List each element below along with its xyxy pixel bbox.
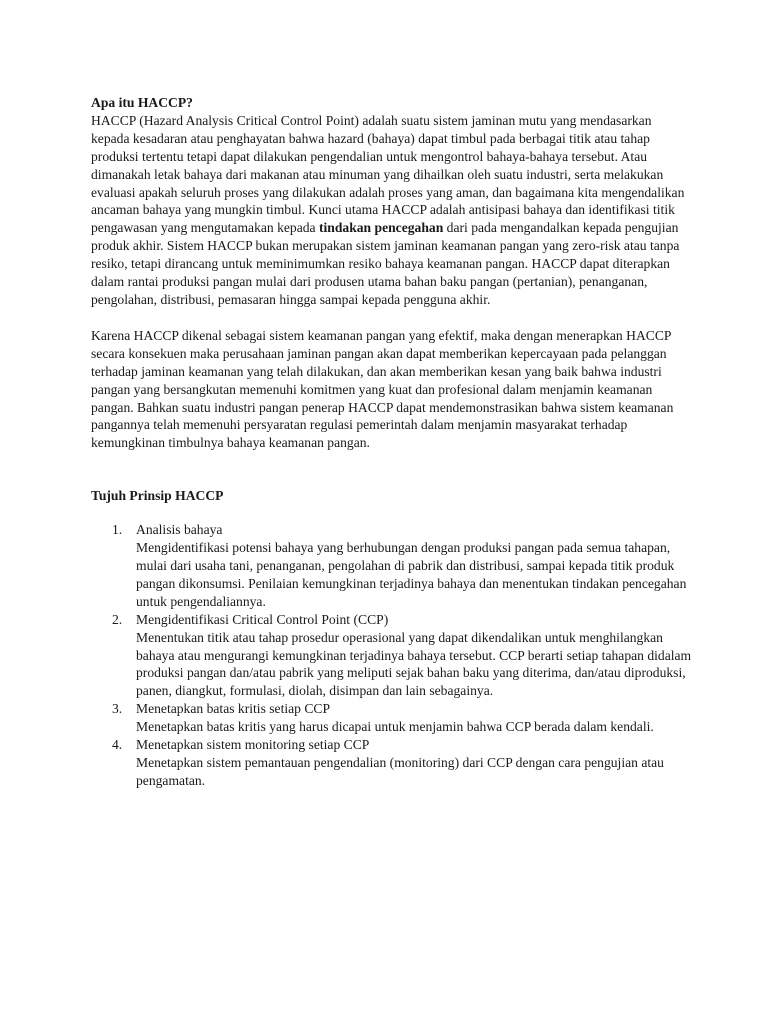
principle-description: Menentukan titik atau tahap prosedur operasional yang dapat dikendalikan untuk menghilangkan bahaya atau mengurangi kemungkinan terjadinya bahaya tersebut. CCP berarti setiap tahapan didalam produksi pangan dan/atau pabrik yang meliputi sejak bahan baku yang diterima, dan/atau diproduksi, panen, diangkut, formulasi, diolah, disimpan dan lain sebagainya.: [136, 629, 692, 699]
principle-item-4: [91, 736, 693, 790]
document-content: [91, 94, 693, 790]
principles-list: [91, 521, 693, 790]
intro-paragraph-1: [91, 112, 693, 309]
intro-paragraph-1-text-a: HACCP (Hazard Analysis Critical Control Point) adalah suatu sistem jaminan mutu yang mendasarkan kepada kesadaran atau penghayatan bahwa hazard (bahaya) dapat timbul pada berbagai titik atau tahap produksi tertentu tetapi dapat dilakukan pengendalian untuk mengontrol bahaya-bahaya tersebut. Atau dimanakah letak bahaya dari makanan atau minuman yang dihailkan oleh suatu industri, serta melakukan evaluasi apakah seluruh proses yang dilakukan adalah proses yang aman, dan bagaimana kita mengendalikan ancaman bahaya yang mungkin timbul. Kunci utama HACCP adalah antisipasi bahaya dan identifikasi titik pengawasan yang mengutamakan kepada: [91, 112, 685, 236]
principle-item-1: [91, 521, 693, 611]
intro-paragraph-1-text-b: dari pada mengandalkan kepada pengujian produk akhir. Sistem HACCP bukan merupakan sistem jaminan keamanan pangan yang zero-risk atau tanpa resiko, tetapi dirancang untuk meminimumkan resiko bahaya keamanan pangan. HACCP dapat diterapkan dalam rantai produksi pangan mulai dari produsen utama bahan baku pangan (pertanian), penanganan, pengolahan, distribusi, pemasaran hingga sampai kepada pengguna akhir.: [91, 220, 680, 307]
principle-number: 3.: [112, 701, 123, 717]
intro-paragraph-1-bold: tindakan pencegahan: [318, 220, 444, 236]
principle-number: 1.: [112, 522, 123, 538]
principle-item-2: [91, 611, 693, 701]
principle-title: Analisis bahaya: [136, 522, 223, 538]
principle-number: 4.: [112, 737, 123, 753]
principles-title: Tujuh Prinsip HACCP: [91, 488, 224, 504]
principle-description: Menetapkan sistem pemantauan pengendalian (monitoring) dari CCP dengan cara pengujian atau pengamatan.: [136, 755, 664, 788]
intro-heading: Apa itu HACCP?: [91, 95, 193, 110]
principle-description: Menetapkan batas kritis yang harus dicapai untuk menjamin bahwa CCP berada dalam kendali.: [136, 719, 654, 735]
principle-title: Menetapkan batas kritis setiap CCP: [136, 701, 331, 717]
principle-title: Mengidentifikasi Critical Control Point (CCP): [136, 611, 389, 627]
principle-number: 2.: [112, 611, 123, 627]
principle-title: Menetapkan sistem monitoring setiap CCP: [136, 737, 370, 753]
intro-paragraph-2: Karena HACCP dikenal sebagai sistem keamanan pangan yang efektif, maka dengan menerapkan HACCP secara konsekuen maka perusahaan jaminan pangan akan dapat memberikan kepercayaan pada pelanggan terhadap jaminan keamanan yang telah dilakukan, dan akan memberikan kesan yang baik bahwa industri pangan yang bersangkutan memenuhi komitmen yang kuat dan profesional dalam menjamin keamanan pangan. Bahkan suatu industri pangan penerap HACCP dapat mendemonstrasikan bahwa sistem keamanan pangannya telah memenuhi persyaratan regulasi pemerintah dalam menjamin masyarakat terhadap kemungkinan timbulnya bahaya keamanan pangan.: [91, 327, 674, 451]
principle-description: Mengidentifikasi potensi bahaya yang berhubungan dengan produksi pangan pada semua tahapan, mulai dari usaha tani, penanganan, pengolahan di pabrik dan distribusi, sampai kepada titik produk pangan dikonsumsi. Penilaian kemungkinan terjadinya bahaya dan menentukan tindakan pencegahan untuk pengendaliannya.: [136, 540, 687, 609]
principle-item-3: [91, 700, 693, 736]
